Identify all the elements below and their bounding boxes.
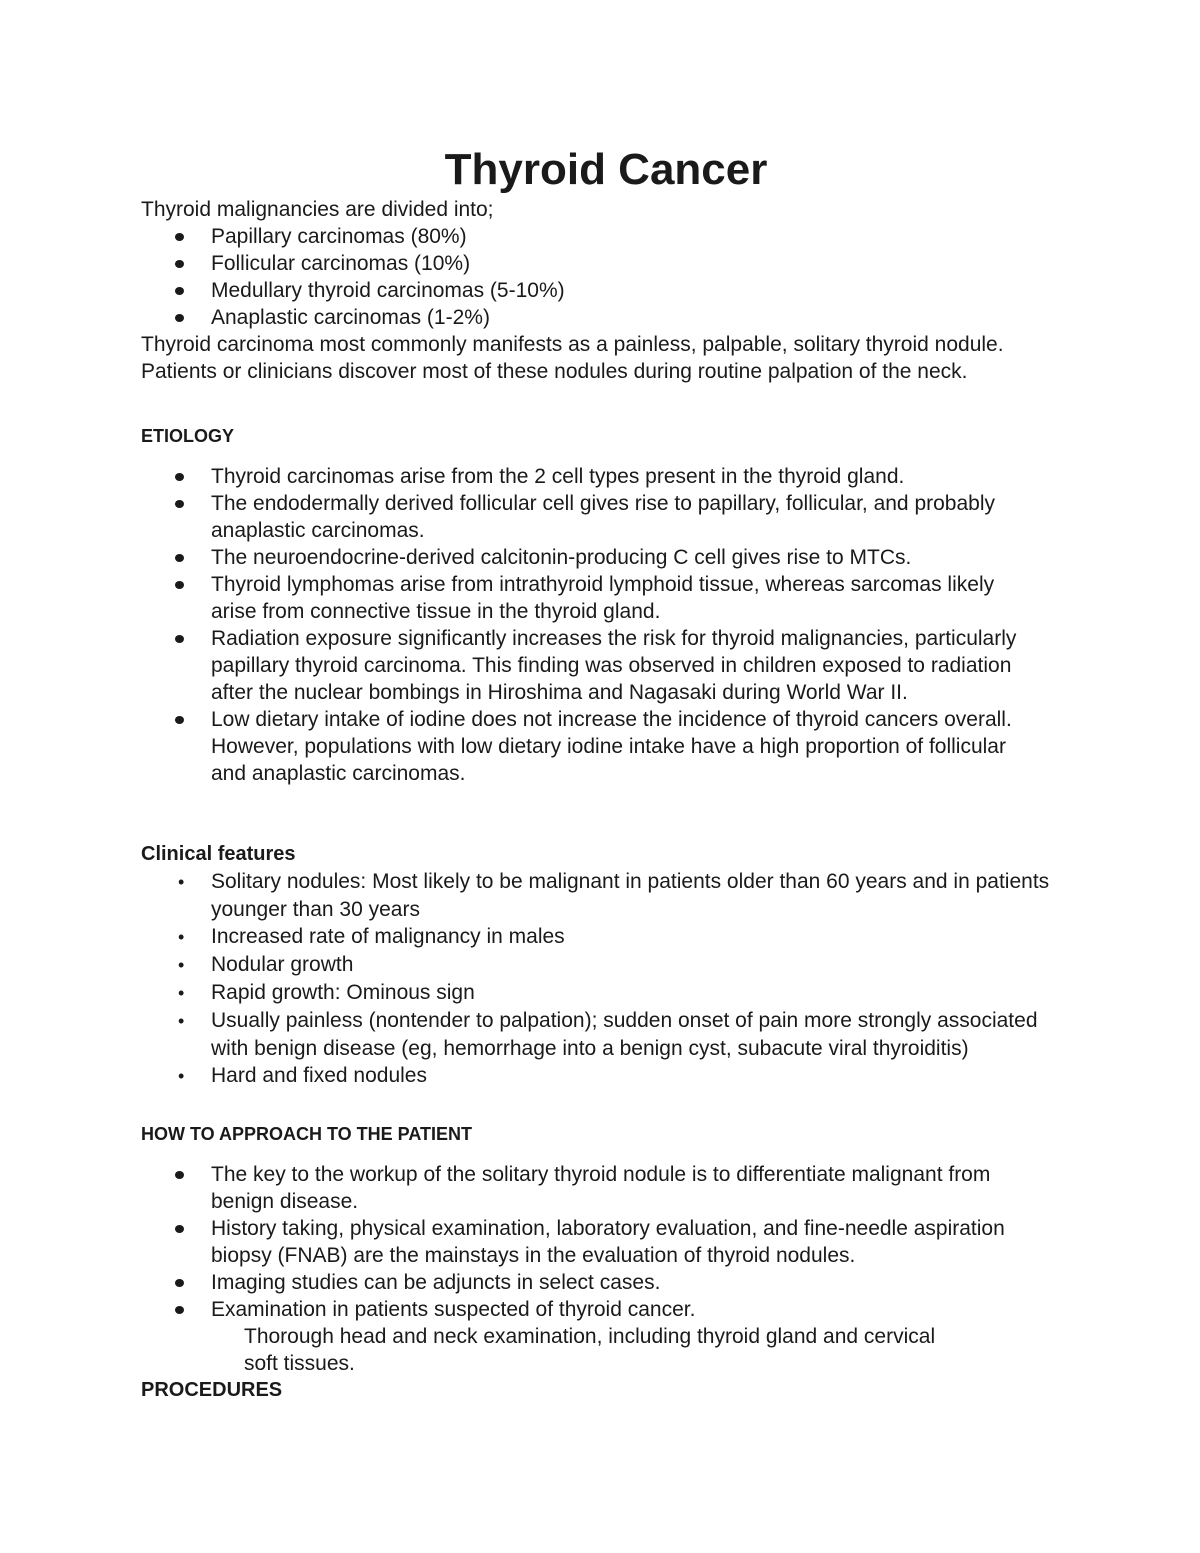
clinical-list bbox=[141, 868, 1051, 1090]
list-item-text: Usually painless (nontender to palpation); sudden onset of pain more strongly associated with benign disease (eg, hemorrhage into a benign cyst, subacute viral thyroiditis) bbox=[211, 1009, 1038, 1060]
bullet-glyph: • bbox=[178, 1011, 185, 1031]
list-item: Anaplastic carcinomas (1-2%) bbox=[141, 304, 1061, 331]
list-item-text: Rapid growth: Ominous sign bbox=[211, 981, 475, 1004]
list-item-text: Increased rate of malignancy in males bbox=[211, 925, 565, 948]
list-item: Thyroid lymphomas arise from intrathyroid lymphoid tissue, whereas sarcomas likely arise from connective tissue in the thyroid gland. bbox=[141, 571, 1036, 625]
list-item: Follicular carcinomas (10%) bbox=[141, 250, 1061, 277]
cancer-types-list bbox=[141, 223, 1061, 331]
bullet-glyph: • bbox=[178, 1066, 185, 1086]
list-item: Low dietary intake of iodine does not increase the incidence of thyroid cancers overall. However, populations with low dietary iodine intake have a high proportion of follicular and anaplastic carcinomas. bbox=[141, 706, 1036, 787]
bullet-glyph: • bbox=[178, 872, 185, 892]
etiology-heading: ETIOLOGY bbox=[141, 426, 235, 446]
intro-text: Thyroid malignancies are divided into; bbox=[141, 198, 494, 221]
list-item-text: Nodular growth bbox=[211, 953, 354, 976]
approach-list-wrap bbox=[141, 1161, 1061, 1404]
etiology-list bbox=[141, 463, 1036, 787]
list-item-text: Solitary nodules: Most likely to be malignant in patients older than 60 years and in patients younger than 30 years bbox=[211, 870, 1050, 921]
approach-sub-item: Thorough head and neck examination, including thyroid gland and cervical soft tissues. bbox=[244, 1325, 936, 1375]
list-item: Papillary carcinomas (80%) bbox=[141, 223, 1061, 250]
list-item bbox=[141, 1062, 1051, 1090]
list-item bbox=[141, 979, 1051, 1007]
list-item: History taking, physical examination, laboratory evaluation, and fine-needle aspiration biopsy (FNAB) are the mainstays in the evaluation of thyroid nodules. bbox=[141, 1215, 1046, 1269]
bullet-glyph: • bbox=[178, 927, 185, 947]
clinical-section bbox=[141, 841, 1061, 1090]
etiology-list-wrap bbox=[141, 463, 1061, 787]
list-item: Examination in patients suspected of thyroid cancer. bbox=[141, 1296, 1046, 1323]
list-item: Imaging studies can be adjuncts in select cases. bbox=[141, 1269, 1046, 1296]
list-item: Radiation exposure significantly increases the risk for thyroid malignancies, particularly papillary thyroid carcinoma. This finding was observed in children exposed to radiation after the nuclear bombings in Hiroshima and Nagasaki during World War II. bbox=[141, 625, 1036, 706]
list-item: Medullary thyroid carcinomas (5-10%) bbox=[141, 277, 1061, 304]
procedures-heading: PROCEDURES bbox=[141, 1379, 283, 1401]
list-item: The neuroendocrine-derived calcitonin-producing C cell gives rise to MTCs. bbox=[141, 544, 1036, 571]
page-title: Thyroid Cancer bbox=[444, 145, 768, 194]
approach-heading: HOW TO APPROACH TO THE PATIENT bbox=[141, 1124, 473, 1144]
etiology-section bbox=[141, 423, 1061, 450]
list-item-text: Hard and fixed nodules bbox=[211, 1064, 427, 1087]
list-item: Thyroid carcinomas arise from the 2 cell types present in the thyroid gland. bbox=[141, 463, 1036, 490]
bullet-glyph: • bbox=[178, 983, 185, 1003]
approach-list bbox=[141, 1161, 1046, 1323]
list-item bbox=[141, 868, 1051, 923]
summary-paragraph: Thyroid carcinoma most commonly manifests as a painless, palpable, solitary thyroid nodule. Patients or clinicians discover most of these nodules during routine palpation of the neck. bbox=[141, 333, 1004, 383]
list-item bbox=[141, 1007, 1051, 1062]
list-item bbox=[141, 951, 1051, 979]
intro-section bbox=[141, 196, 1061, 385]
approach-section bbox=[141, 1121, 1061, 1148]
clinical-heading: Clinical features bbox=[141, 843, 296, 865]
list-item bbox=[141, 923, 1051, 951]
list-item: The endodermally derived follicular cell gives rise to papillary, follicular, and probably anaplastic carcinomas. bbox=[141, 490, 1036, 544]
list-item: The key to the workup of the solitary thyroid nodule is to differentiate malignant from benign disease. bbox=[141, 1161, 1046, 1215]
bullet-glyph: • bbox=[178, 955, 185, 975]
